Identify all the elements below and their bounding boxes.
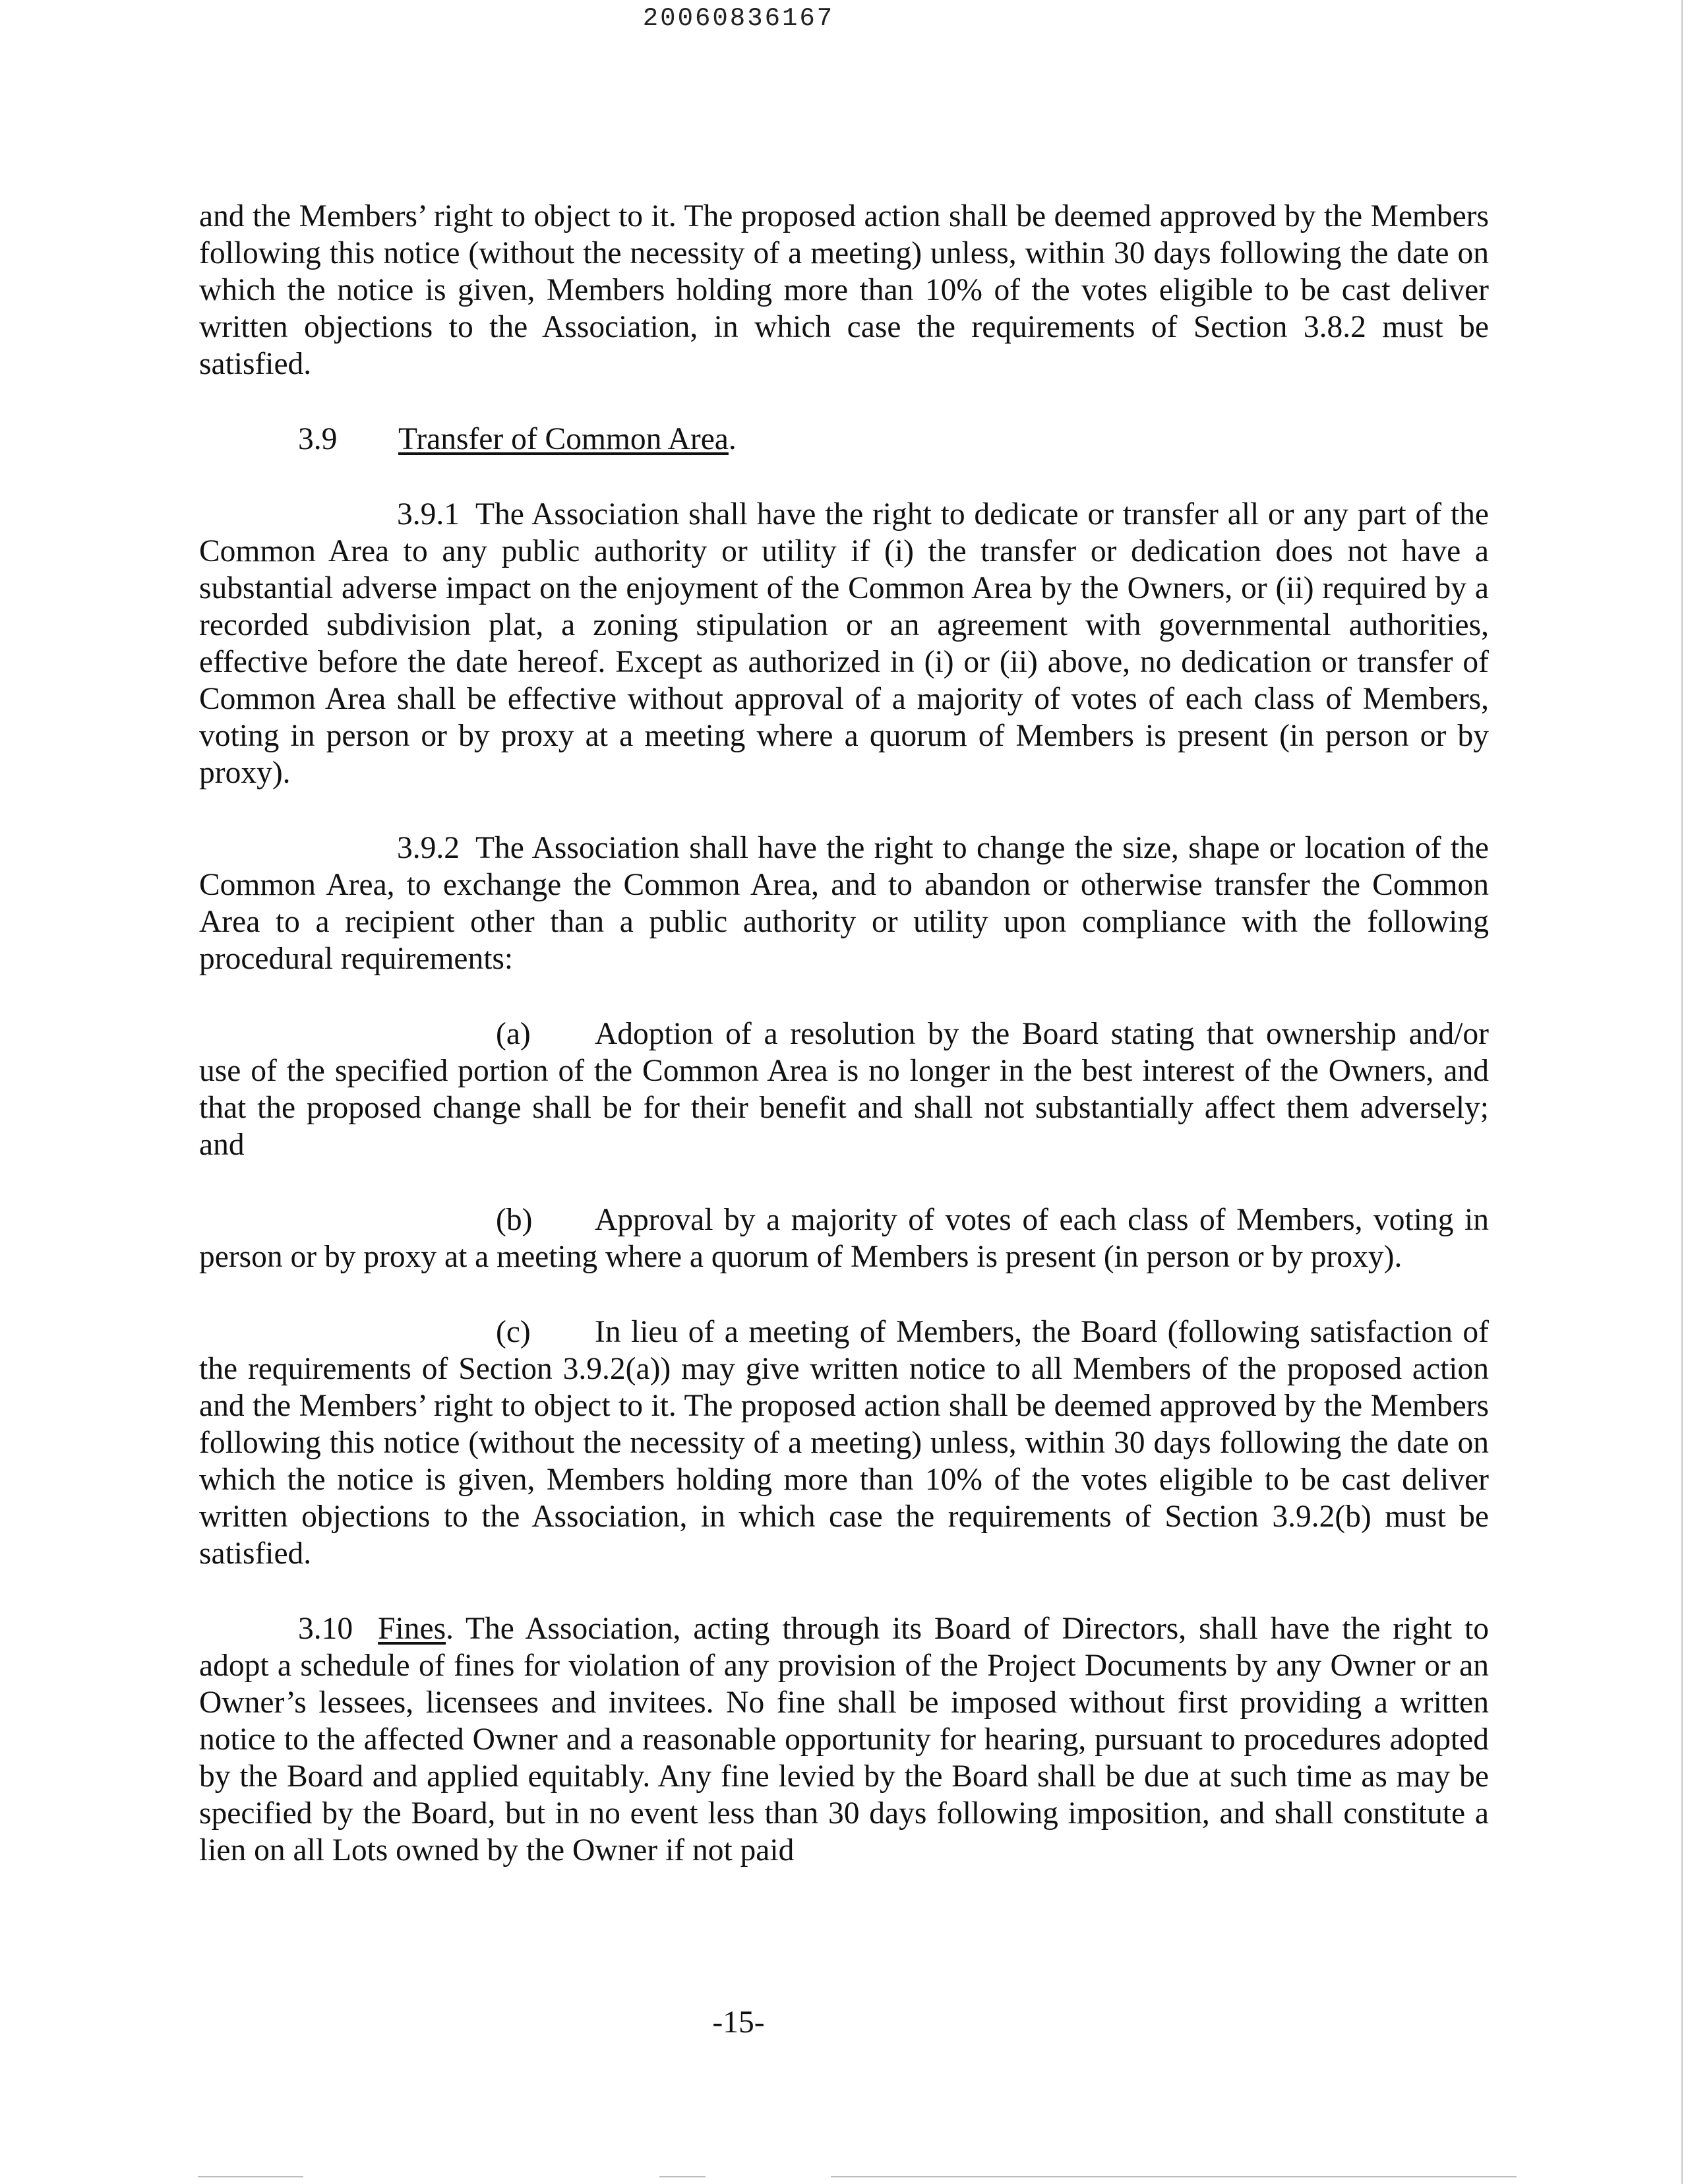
paragraph-continuation: and the Members’ right to object to it. The proposed action shall be deemed approved by the Members following this notice (without the necessity of a meeting) unless, within 30 days following the date on which the notice is given, Members holding more than 10% of the votes eligible to be cast deliver written objections to the Association, in which case the requirements of Section 3.8.2 must be satisfied. [199, 199, 1489, 381]
section-number: 3.9.2 [397, 831, 460, 865]
section-text: The Association shall have the right to change the size, shape or location of the Common Area, to exchange the Common Area, and to abandon or otherwise transfer the Common Area to a recipient other than a public authority or utility upon compliance with the following procedural requirements: [199, 831, 1489, 976]
section-number: 3.9.1 [397, 497, 460, 531]
clause-label: (a) [496, 1017, 531, 1051]
clause-label: (c) [496, 1315, 531, 1349]
section-title: Transfer of Common Area [398, 422, 729, 456]
clause-text: Approval by a majority of votes of each class of Members, voting in person or by proxy at a meeting where a quorum of Members is present (in person or by proxy). [199, 1203, 1489, 1274]
section-title-period: . [728, 422, 737, 456]
document-number: 20060836167 [642, 4, 835, 33]
section-number: 3.9 [298, 422, 338, 456]
section-number: 3.10 [298, 1612, 353, 1646]
section-3-9-2 [199, 830, 1489, 977]
scan-artifact-line [659, 2176, 706, 2177]
scan-artifact-line [831, 2176, 1517, 2177]
clause-text: Adoption of a resolution by the Board stating that ownership and/or use of the specified portion of the Common Area is no longer in the best interest of the Owners, and that the proposed change shall be for their benefit and shall not substantially affect them adversely; and [199, 1017, 1489, 1162]
section-3-9-heading [199, 421, 1489, 458]
section-3-9-1 [199, 496, 1489, 791]
section-3-9-2-a [199, 1016, 1489, 1163]
page-edge-line [1681, 0, 1683, 2184]
document-body [199, 198, 1489, 1869]
clause-text: In lieu of a meeting of Members, the Board (following satisfaction of the requirements of Section 3.9.2(a)) may give written notice to all Members of the proposed action and the Members’ right to object to it. The proposed action shall be deemed approved by the Members following this notice (without the necessity of a meeting) unless, within 30 days following the date on which the notice is given, Members holding more than 10% of the votes eligible to be cast deliver written objections to the Association, in which case the requirements of Section 3.9.2(b) must be satisfied. [199, 1315, 1489, 1571]
section-3-9-2-c [199, 1314, 1489, 1572]
section-3-10 [199, 1610, 1489, 1869]
page-number: -15- [712, 2005, 765, 2040]
clause-label: (b) [496, 1203, 533, 1237]
scan-artifact-line [198, 2176, 303, 2177]
section-title: Fines [378, 1612, 446, 1646]
section-text: The Association shall have the right to dedicate or transfer all or any part of the Common Area to any public authority or utility if (i) the transfer or dedication does not have a substantial adverse impact on the enjoyment of the Common Area by the Owners, or (ii) required by a recorded subdivision plat, a zoning stipulation or an agreement with governmental authorities, effective before the date hereof. Except as authorized in (i) or (ii) above, no dedication or transfer of Common Area shall be effective without approval of a majority of votes of each class of Members, voting in person or by proxy at a meeting where a quorum of Members is present (in person or by proxy). [199, 497, 1489, 790]
section-text: . The Association, acting through its Board of Directors, shall have the right to adopt a schedule of fines for violation of any provision of the Project Documents by any Owner or an Owner’s lessees, licensees and invitees. No fine shall be imposed without first providing a written notice to the affected Owner and a reasonable opportunity for hearing, pursuant to procedures adopted by the Board and applied equitably. Any fine levied by the Board shall be due at such time as may be specified by the Board, but in no event less than 30 days following imposition, and shall constitute a lien on all Lots owned by the Owner if not paid [199, 1612, 1489, 1867]
section-3-9-2-b [199, 1201, 1489, 1275]
